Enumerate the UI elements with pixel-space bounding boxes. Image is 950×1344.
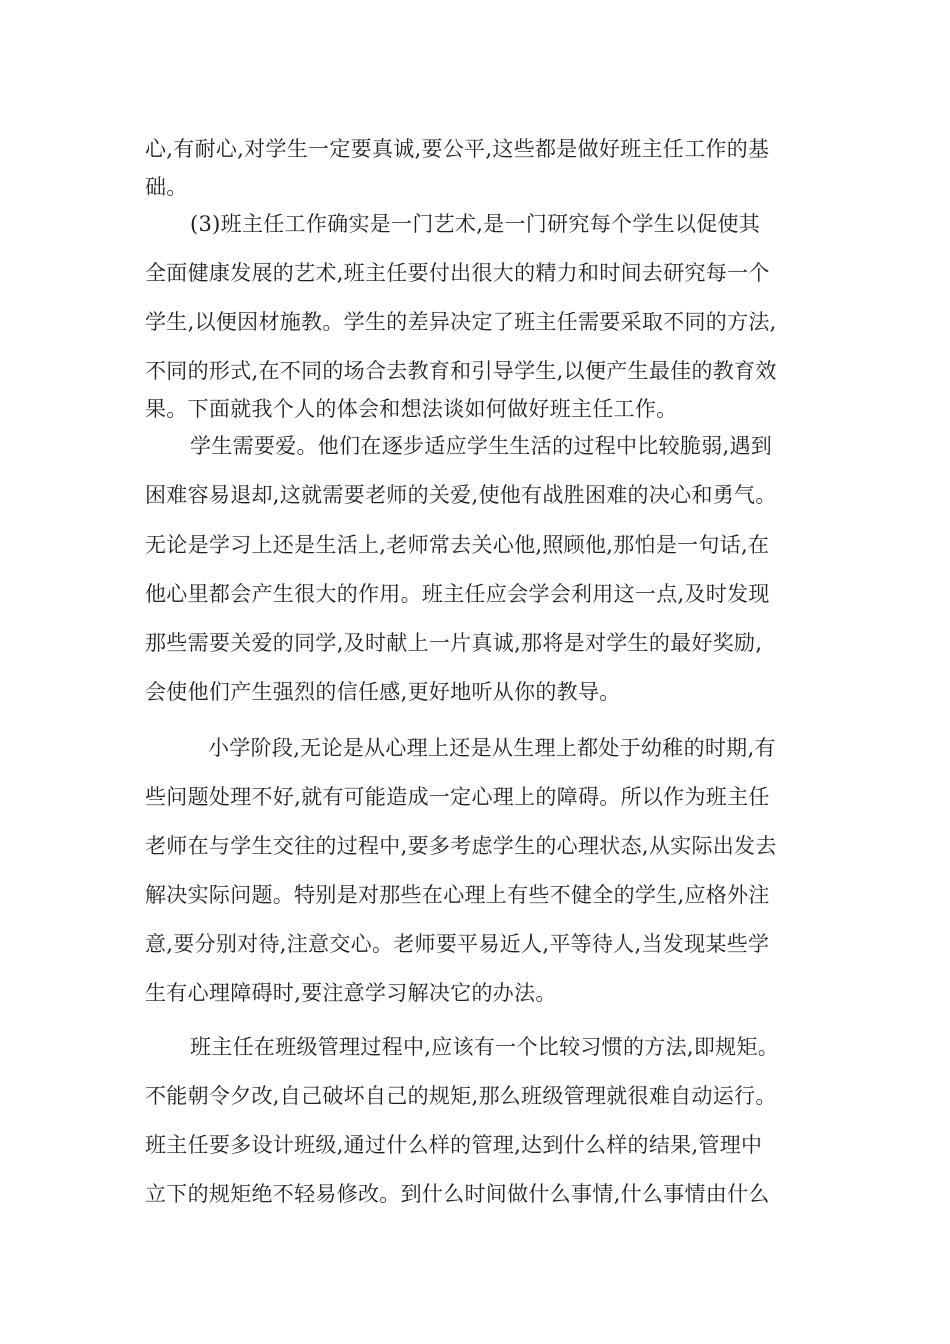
text-line: 学生,以便因材施教。学生的差异决定了班主任需要采取不同的方法, bbox=[145, 310, 777, 334]
text-line: 班主任要多设计班级,通过什么样的管理,达到什么样的结果,管理中 bbox=[145, 1133, 763, 1157]
text-line: 解决实际问题。特别是对那些在心理上有些不健全的学生,应格外注 bbox=[145, 883, 770, 907]
text-line: 那些需要关爱的同学,及时献上一片真诚,那将是对学生的最好奖励, bbox=[145, 631, 763, 655]
text-line: 生有心理障碍时,要注意学习解决它的办法。 bbox=[145, 981, 557, 1005]
text-line: 不能朝令夕改,自己破坏自己的规矩,那么班级管理就很难自动运行。 bbox=[145, 1084, 777, 1108]
text-line: 老师在与学生交往的过程中,要多考虑学生的心理状态,从实际出发去 bbox=[145, 834, 777, 858]
text-line: 意,要分别对待,注意交心。老师要平易近人,平等待人,当发现某些学 bbox=[145, 932, 770, 956]
text-line: 立下的规矩绝不轻易修改。到什么时间做什么事情,什么事情由什么 bbox=[145, 1182, 770, 1206]
text-line: 全面健康发展的艺术,班主任要付出很大的精力和时间去研究每一个 bbox=[145, 261, 770, 285]
text-line: 他心里都会产生很大的作用。班主任应会学会利用这一点,及时发现 bbox=[145, 582, 770, 606]
text-line: 心,有耐心,对学生一定要真诚,要公平,这些都是做好班主任工作的基 bbox=[145, 137, 770, 161]
text-line: 班主任在班级管理过程中,应该有一个比较习惯的方法,即规矩。 bbox=[190, 1035, 780, 1059]
text-line: 果。下面就我个人的体会和想法谈如何做好班主任工作。 bbox=[145, 397, 678, 421]
text-line: 小学阶段,无论是从心理上还是从生理上都处于幼稚的时期,有 bbox=[208, 736, 776, 760]
text-line: (3)班主任工作确实是一门艺术,是一门研究每个学生以促使其 bbox=[190, 212, 761, 236]
text-line: 困难容易退却,这就需要老师的关爱,使他有战胜困难的决心和勇气。 bbox=[145, 483, 777, 507]
text-line: 础。 bbox=[145, 175, 188, 199]
text-line: 学生需要爱。他们在逐步适应学生生活的过程中比较脆弱,遇到 bbox=[190, 434, 773, 458]
text-line: 无论是学习上还是生活上,老师常去关心他,照顾他,那怕是一句话,在 bbox=[145, 533, 770, 557]
text-line: 会使他们产生强烈的信任感,更好地听从你的教导。 bbox=[145, 680, 621, 704]
text-line: 不同的形式,在不同的场合去教育和引导学生,以便产生最佳的教育效 bbox=[145, 359, 777, 383]
text-line: 些问题处理不好,就有可能造成一定心理上的障碍。所以作为班主任 bbox=[145, 785, 770, 809]
